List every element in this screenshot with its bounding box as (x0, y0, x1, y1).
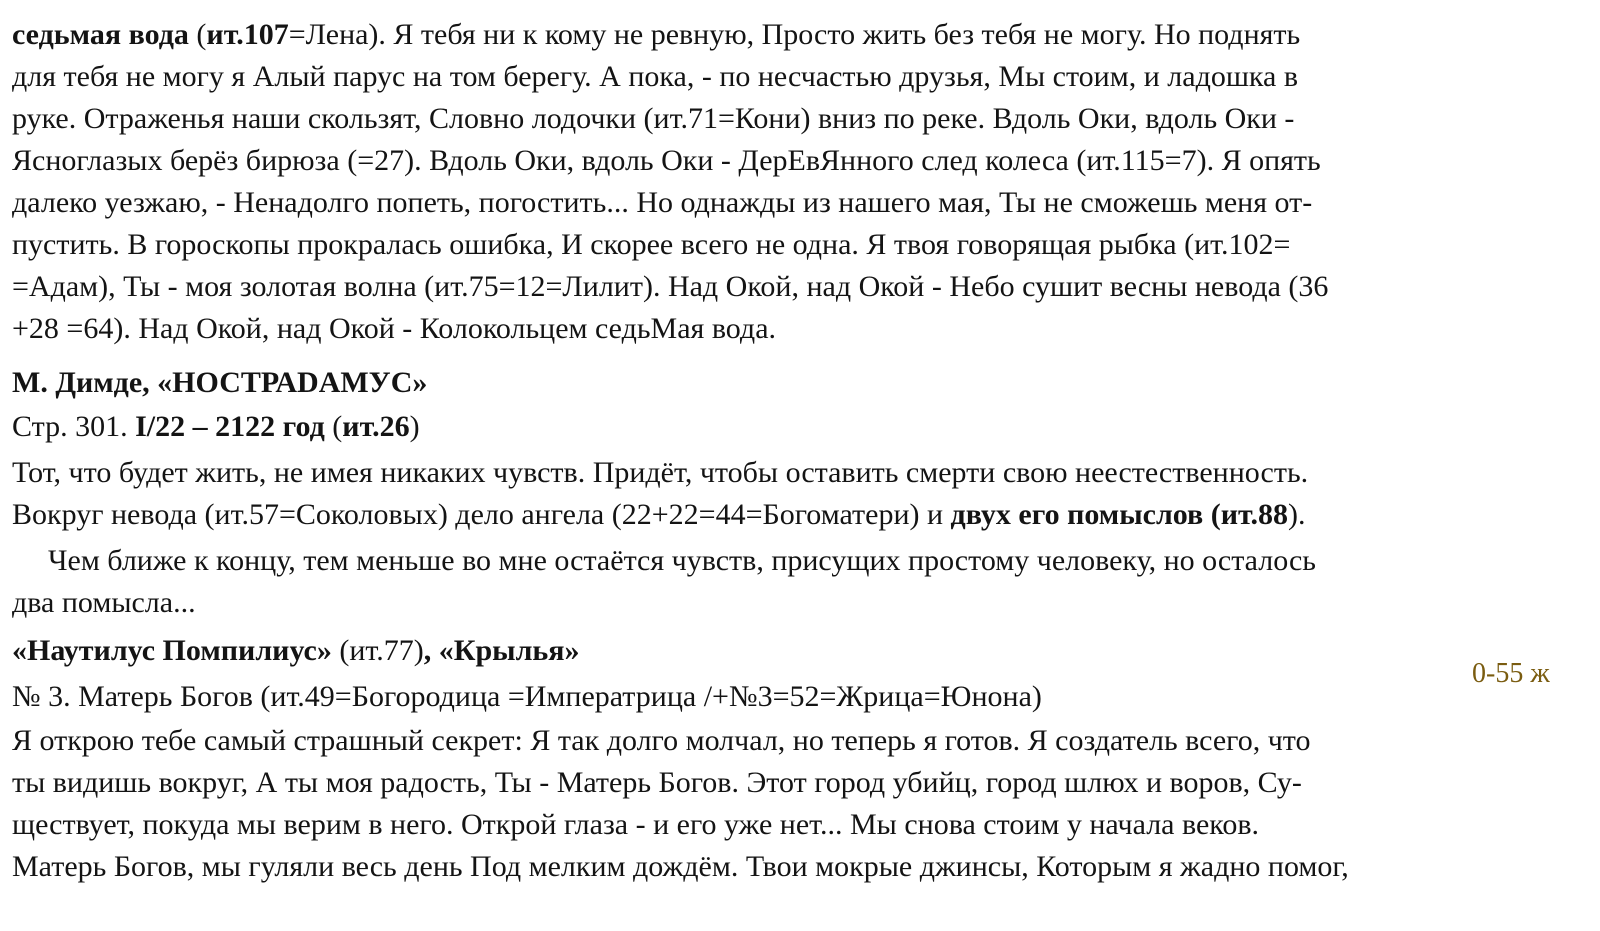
section2-line-3: Чем ближе к концу, тем меньше во мне остаётся чувств, присущих простому человеку, но осталось (48, 544, 1316, 577)
section3-line-1: Я открою тебе самый страшный секрет: Я так долго молчал, но теперь я готов. Я создатель всего, что (12, 724, 1311, 757)
paren-open: ( (1203, 498, 1221, 531)
section3-song-line: № 3. Матерь Богов (ит.49=Богородица =Императрица /+№3=52=Жрица=Юнона) (12, 680, 1042, 713)
song1-line-3: руке. Отраженья наши скользят, Словно лодочки (ит.71=Кони) вниз по реке. Вдоль Оки, вдоль Оки - (12, 102, 1295, 135)
song1-line-2: для тебя не могу я Алый парус на том берегу. А пока, - по несчастью друзья, Мы стоим, и ладошка в (12, 60, 1299, 93)
song1-line-4: Ясноглазых берёз бирюза (=27). Вдоль Оки, вдоль Оки - ДерЕвЯнного след колеса (ит.115=7). Я опять (12, 144, 1321, 177)
iteration-value: ит.107 (206, 18, 289, 51)
iteration-value: ит.88 (1220, 498, 1289, 531)
paren-close: ). (1288, 498, 1306, 531)
section2-page-ref (12, 406, 420, 448)
song1-line-8: +28 =64). Над Окой, над Окой - Колокольцем седьМая вода. (12, 312, 777, 345)
section2-line-1: Тот, что будет жить, не имея никаких чувств. Придёт, чтобы оставить смерти свою неестественность. (12, 456, 1309, 489)
song1-line-7: =Адам), Ты - моя золотая волна (ит.75=12=Лилит). Над Окой, над Окой - Небо сушит весны невода (36 (12, 270, 1329, 303)
margin-note: 0-55 ж (1472, 658, 1550, 689)
band-name: «Наутилус Помпилиус» (12, 634, 332, 667)
song1-line-1 (12, 14, 1300, 56)
section3-line-2: ты видишь вокруг, А ты моя радость, Ты - Матерь Богов. Этот город убийц, город шлюх и воров, Су- (12, 766, 1302, 799)
section3-heading (12, 630, 580, 672)
paren-open: ( (324, 410, 343, 443)
album-name: , «Крылья» (423, 634, 580, 667)
bold-phrase: двух его помыслов (950, 498, 1204, 531)
quatrain-ref: I/22 – 2122 год (135, 410, 325, 443)
section2-line-2 (12, 494, 1306, 536)
paren-open: ( (188, 18, 207, 51)
page-ref-label: Стр. 301. (12, 410, 136, 443)
section3-line-4: Матерь Богов, мы гуляли весь день Под мелким дождём. Твои мокрые джинсы, Которым я жадно помог, (12, 850, 1349, 883)
song1-line-6: пустить. В гороскопы прокралась ошибка, И скорее всего не одна. Я твоя говорящая рыбка (ит.102= (12, 228, 1291, 261)
iteration-note: (ит.77) (331, 634, 424, 667)
section3-line-3: ществует, покуда мы верим в него. Открой глаза - и его уже нет... Мы снова стоим у начала веков. (12, 808, 1260, 841)
section2-line-4: два помысла... (12, 586, 196, 619)
section2-heading: М. Димде, «НОСТРАDАМУС» (12, 366, 428, 399)
iteration-value: ит.26 (342, 410, 410, 443)
song1-title-fragment: седьмая вода (12, 18, 189, 51)
song1-line-1-rest: =Лена). Я тебя ни к кому не ревную, Просто жить без тебя не могу. Но поднять (288, 18, 1301, 51)
song1-line-5: далеко уезжаю, - Ненадолго попеть, погостить... Но однажды из нашего мая, Ты не сможешь меня от- (12, 186, 1313, 219)
section2-line-2-start: Вокруг невода (ит.57=Соколовых) дело ангела (22+22=44=Богоматери) и (12, 498, 951, 531)
paren-close: ) (409, 410, 420, 443)
